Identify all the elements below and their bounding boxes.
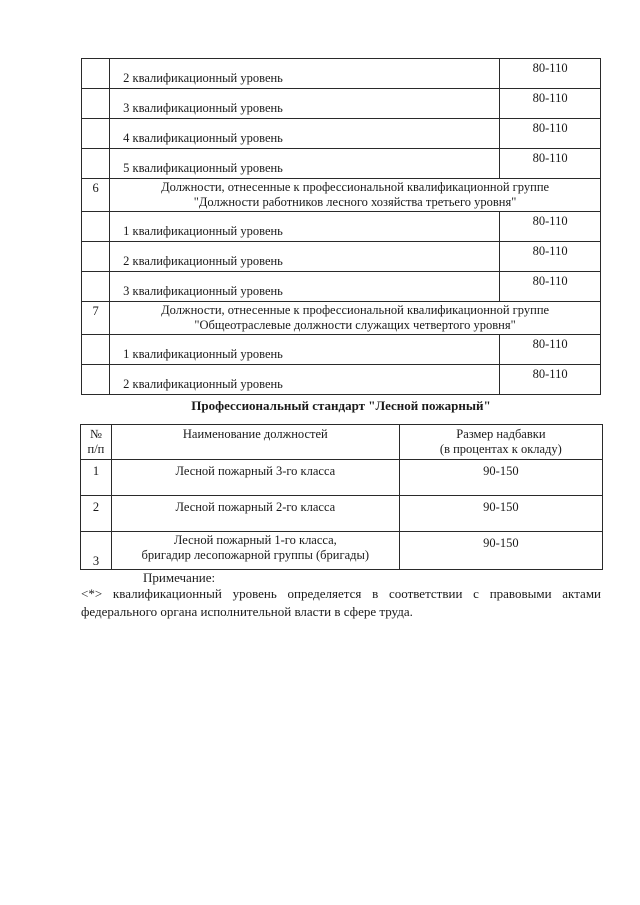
row-bonus-value: 80-110 (500, 365, 601, 395)
header-position-name: Наименование должностей (111, 425, 399, 460)
row-position-name: Лесной пожарный 2-го класса (111, 496, 399, 532)
row-num (82, 212, 110, 242)
row-num: 2 (81, 496, 112, 532)
row-num (82, 119, 110, 149)
row-position-name: Лесной пожарный 1-го класса, бригадир лесопожарной группы (бригады) (111, 532, 399, 570)
row-bonus-value: 80-110 (500, 89, 601, 119)
row-bonus-value: 80-110 (500, 242, 601, 272)
row-level-name: 3 квалификационный уровень (110, 89, 500, 119)
group-row (82, 302, 601, 335)
qualification-table (81, 58, 601, 395)
row-num (82, 365, 110, 395)
row-level-name: 1 квалификационный уровень (110, 335, 500, 365)
header-num: № п/п (81, 425, 112, 460)
row-num: 1 (81, 460, 112, 496)
row-num: 6 (82, 179, 110, 212)
table-row (82, 89, 601, 119)
note-text: <*> квалификационный уровень определяется в соответствии с правовыми актами федерального органа исполнительной власти в сфере труда. (81, 586, 601, 619)
row-num: 3 (81, 532, 112, 570)
row-num (82, 59, 110, 89)
row-num (82, 272, 110, 302)
row-bonus-value: 90-150 (399, 532, 602, 570)
row-bonus-value: 90-150 (399, 496, 602, 532)
group-row (82, 179, 601, 212)
table-row (81, 496, 603, 532)
row-bonus-value: 80-110 (500, 149, 601, 179)
group-title: Должности, отнесенные к профессиональной квалификационной группе "Общеотраслевые должности служащих четвертого уровня" (110, 302, 601, 335)
row-level-name: 3 квалификационный уровень (110, 272, 500, 302)
row-level-name: 5 квалификационный уровень (110, 149, 500, 179)
row-bonus-value: 80-110 (500, 335, 601, 365)
row-bonus-value: 80-110 (500, 59, 601, 89)
table-row (82, 149, 601, 179)
row-num (82, 149, 110, 179)
table-row (82, 119, 601, 149)
row-level-name: 2 квалификационный уровень (110, 242, 500, 272)
table-row (82, 365, 601, 395)
row-bonus-value: 80-110 (500, 212, 601, 242)
row-num: 7 (82, 302, 110, 335)
row-position-name: Лесной пожарный 3-го класса (111, 460, 399, 496)
table-row (82, 59, 601, 89)
row-level-name: 4 квалификационный уровень (110, 119, 500, 149)
group-title: Должности, отнесенные к профессиональной квалификационной группе "Должности работников лесного хозяйства третьего уровня" (110, 179, 601, 212)
row-num (82, 242, 110, 272)
note-heading: Примечание: (143, 570, 216, 585)
row-bonus-value: 90-150 (399, 460, 602, 496)
table-row (82, 242, 601, 272)
row-bonus-value: 80-110 (500, 119, 601, 149)
table-row (82, 335, 601, 365)
table-header-row (81, 425, 603, 460)
row-num (82, 335, 110, 365)
table-row (82, 212, 601, 242)
fire-standard-table (80, 424, 603, 570)
table-row (82, 272, 601, 302)
table-row (81, 460, 603, 496)
row-num (82, 89, 110, 119)
row-bonus-value: 80-110 (500, 272, 601, 302)
table-row (81, 532, 603, 570)
row-level-name: 1 квалификационный уровень (110, 212, 500, 242)
header-bonus-size: Размер надбавки (в процентах к окладу) (399, 425, 602, 460)
row-level-name: 2 квалификационный уровень (110, 59, 500, 89)
row-level-name: 2 квалификационный уровень (110, 365, 500, 395)
section-title: Профессиональный стандарт "Лесной пожарный" (191, 398, 491, 413)
